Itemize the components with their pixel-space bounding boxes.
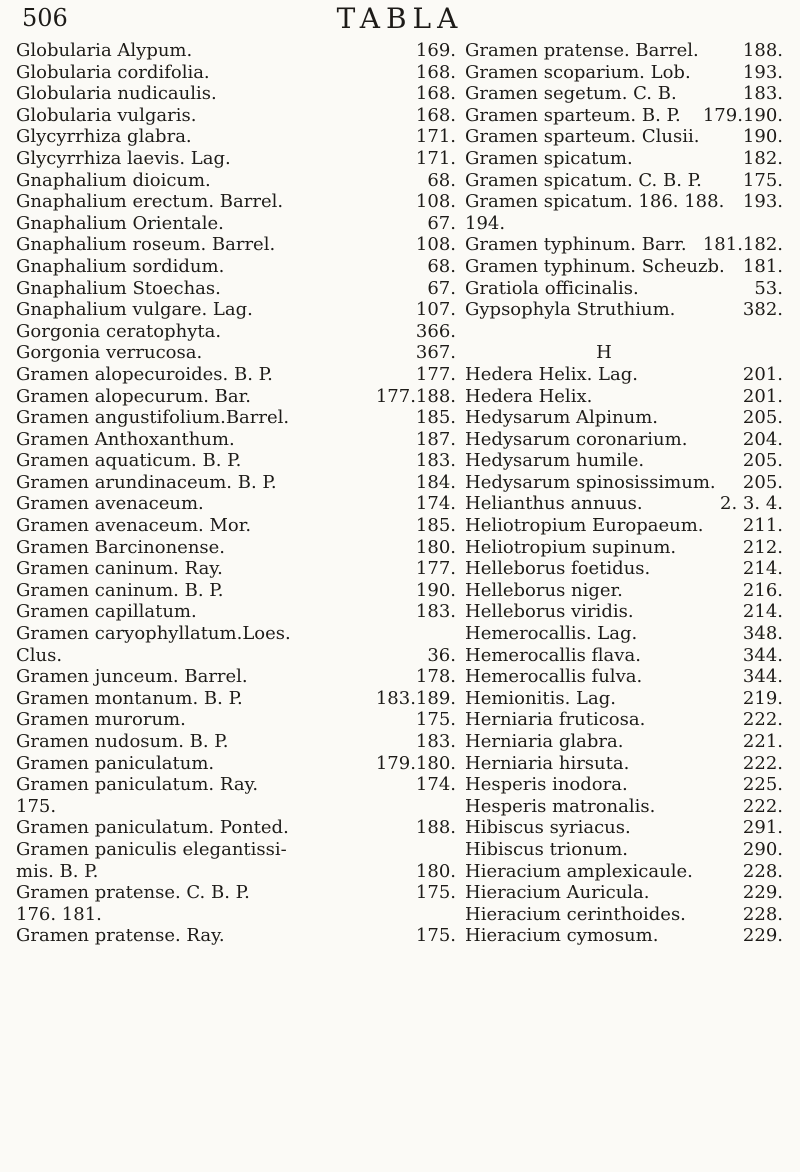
- entry-name: Hesperis inodora.: [465, 774, 628, 796]
- entry-name: Hemerocallis. Lag.: [465, 623, 638, 645]
- entry-name: Gramen typhinum. Barr.: [465, 234, 687, 256]
- entry-page: 367.: [415, 342, 456, 364]
- index-entry: [465, 817, 783, 839]
- entry-name: Gramen segetum. C. B.: [465, 83, 677, 105]
- entry-name: Hedysarum spinosissimum.: [465, 471, 716, 493]
- entry-name: Herniaria glabra.: [465, 731, 624, 752]
- entry-page: 67.: [427, 277, 456, 299]
- index-entry: [465, 861, 783, 883]
- index-entry: [16, 342, 456, 364]
- entry-name: Gramen spicatum.: [465, 147, 633, 169]
- entry-name: Hibiscus trionum.: [465, 838, 629, 860]
- entry-name: Gramen sparteum. Clusii.: [465, 126, 700, 148]
- index-entry: [16, 450, 456, 472]
- entry-page: 185.: [415, 515, 456, 537]
- entry-page: 228.: [742, 903, 783, 925]
- page-number: 506: [22, 4, 68, 32]
- entry-page: 179.190.: [702, 104, 783, 126]
- index-entry: [465, 234, 783, 256]
- entry-page: 181.182.: [702, 234, 783, 256]
- entry-page: 219.: [742, 687, 783, 709]
- entry-name: Gnaphalium vulgare. Lag.: [16, 299, 253, 321]
- entry-page: 181.: [742, 255, 783, 277]
- index-entry: [465, 364, 783, 386]
- index-entry: [465, 645, 783, 667]
- entry-page: 291.: [742, 817, 783, 839]
- entry-page: 216.: [742, 579, 783, 601]
- index-entry: [16, 278, 456, 300]
- entry-name: Gramen paniculis elegantissi-: [16, 838, 287, 860]
- index-entry: [16, 170, 456, 192]
- entry-name: Gramen sparteum. B. P.: [465, 104, 681, 126]
- entry-name: Gorgonia ceratophyta.: [16, 320, 222, 342]
- index-entry: [16, 688, 456, 710]
- entry-name: Gramen avenaceum. Mor.: [16, 515, 252, 537]
- index-entry: [16, 515, 456, 537]
- entry-name: Hieracium cymosum.: [465, 925, 659, 947]
- index-entry: [465, 558, 783, 580]
- entry-page: 180.: [415, 536, 456, 558]
- entry-name: Gnaphalium erectum. Barrel.: [16, 191, 284, 213]
- index-entry: [465, 515, 783, 537]
- index-entry: [465, 472, 783, 494]
- entry-name: Gramen caninum. B. P.: [16, 579, 224, 601]
- index-entry: [16, 796, 456, 818]
- index-entry: [465, 666, 783, 688]
- entry-page: 53.: [754, 277, 783, 299]
- entry-name: mis. B. P.: [16, 860, 99, 882]
- entry-page: 68.: [427, 169, 456, 191]
- entry-page: 366.: [415, 320, 456, 342]
- entry-page: 168.: [415, 61, 456, 83]
- index-left-column: [16, 40, 456, 947]
- entry-name: Gramen capillatum.: [16, 601, 197, 623]
- entry-name: Gramen pratense. Barrel.: [465, 40, 699, 61]
- entry-name: Globularia cordifolia.: [16, 61, 210, 83]
- entry-page: 348.: [742, 623, 783, 645]
- entry-name: Heliotropium Europaeum.: [465, 515, 704, 537]
- index-entry: [16, 386, 456, 408]
- entry-page: 183.189.: [375, 687, 456, 709]
- entry-page: 222.: [742, 709, 783, 731]
- index-entry: [465, 774, 783, 796]
- entry-name: Gramen spicatum. 186. 188.: [465, 191, 725, 213]
- index-entry: [16, 623, 456, 645]
- index-entry: [465, 925, 783, 947]
- entry-page: 179.180.: [375, 752, 456, 774]
- entry-page: 68.: [427, 255, 456, 277]
- entry-name: Gramen murorum.: [16, 709, 186, 731]
- index-entry: [16, 148, 456, 170]
- index-entry: [16, 601, 456, 623]
- entry-name: Gramen pratense. Ray.: [16, 925, 225, 947]
- entry-name: Gnaphalium roseum. Barrel.: [16, 234, 276, 256]
- entry-page: 108.: [415, 191, 456, 213]
- entry-page: 211.: [742, 515, 783, 537]
- entry-page: 229.: [742, 925, 783, 947]
- entry-name: Hieracium amplexicaule.: [465, 860, 693, 882]
- entry-name: Gnaphalium sordidum.: [16, 255, 225, 277]
- entry-name: Globularia Alypum.: [16, 40, 193, 61]
- entry-page: 175.: [742, 169, 783, 191]
- index-entry: [16, 558, 456, 580]
- entry-page: 175.: [415, 925, 456, 947]
- index-entry: [465, 213, 783, 235]
- index-entry: [465, 40, 783, 62]
- entry-page: 183.: [415, 731, 456, 752]
- entry-name: Hedera Helix.: [465, 385, 593, 407]
- entry-name: Gramen Barcinonense.: [16, 536, 226, 558]
- entry-name: Gramen arundinaceum. B. P.: [16, 471, 277, 493]
- running-head: TABLA: [336, 2, 464, 35]
- index-entry: [16, 753, 456, 775]
- index-entry: [16, 839, 456, 861]
- entry-name: Gramen paniculatum. Ray.: [16, 774, 259, 796]
- entry-page: 183.: [742, 83, 783, 105]
- index-entry: [465, 796, 783, 818]
- index-entry: [465, 709, 783, 731]
- index-entry: [465, 623, 783, 645]
- entry-name: Clus.: [16, 644, 63, 666]
- entry-name: Glycyrrhiza laevis. Lag.: [16, 147, 231, 169]
- index-entry: [16, 234, 456, 256]
- entry-name: Gnaphalium dioicum.: [16, 169, 211, 191]
- entry-name: Herniaria hirsuta.: [465, 752, 630, 774]
- entry-page: 174.: [415, 493, 456, 515]
- index-entry: [465, 278, 783, 300]
- index-entry: [16, 537, 456, 559]
- entry-page: 344.: [742, 666, 783, 688]
- entry-name: Gramen alopecuroides. B. P.: [16, 363, 273, 385]
- entry-name: Gramen spicatum. C. B. P.: [465, 169, 702, 191]
- entry-page: 182.: [742, 147, 783, 169]
- index-entry: [16, 861, 456, 883]
- entry-page: 177.: [415, 558, 456, 580]
- entry-name: Gramen montanum. B. P.: [16, 687, 243, 709]
- entry-page: 187.: [415, 428, 456, 450]
- index-entry: [16, 213, 456, 235]
- entry-page: 229.: [742, 882, 783, 904]
- index-entry: [16, 321, 456, 343]
- index-entry: [16, 256, 456, 278]
- entry-name: Gramen nudosum. B. P.: [16, 731, 229, 752]
- index-entry: [465, 601, 783, 623]
- entry-name: Hedysarum Alpinum.: [465, 407, 659, 429]
- entry-page: 67.: [427, 212, 456, 234]
- entry-page: 205.: [742, 471, 783, 493]
- entry-name: Helianthus annuus.: [465, 493, 643, 515]
- entry-name: Gramen angustifolium.Barrel.: [16, 407, 290, 429]
- entry-name: Gramen scoparium. Lob.: [465, 61, 691, 83]
- entry-name: Hedysarum humile.: [465, 450, 645, 472]
- entry-page: 214.: [742, 558, 783, 580]
- index-entry: [465, 882, 783, 904]
- entry-page: 174.: [415, 774, 456, 796]
- entry-page: 183.: [415, 450, 456, 472]
- entry-name: Gramen Anthoxanthum.: [16, 428, 235, 450]
- entry-page: 221.: [742, 731, 783, 752]
- entry-page: 204.: [742, 428, 783, 450]
- entry-page: 185.: [415, 407, 456, 429]
- index-entry: [465, 105, 783, 127]
- section-letter-h: H: [596, 342, 612, 364]
- entry-name: 176. 181.: [16, 903, 102, 925]
- entry-name: Globularia nudicaulis.: [16, 83, 217, 105]
- index-entry: [16, 817, 456, 839]
- entry-page: 190.: [742, 126, 783, 148]
- index-entry: [465, 170, 783, 192]
- entry-page: 193.: [742, 61, 783, 83]
- entry-page: 382.: [742, 299, 783, 321]
- index-entry: [465, 191, 783, 213]
- entry-name: Gramen caninum. Ray.: [16, 558, 223, 580]
- index-entry: [465, 753, 783, 775]
- entry-name: Hemionitis. Lag.: [465, 687, 616, 709]
- index-entry: [16, 105, 456, 127]
- entry-name: Hedysarum coronarium.: [465, 428, 688, 450]
- entry-page: 177.188.: [375, 385, 456, 407]
- entry-name: Hemerocallis fulva.: [465, 666, 643, 688]
- entry-name: Hieracium Auricula.: [465, 882, 650, 904]
- entry-page: 201.: [742, 363, 783, 385]
- entry-name: Hesperis matronalis.: [465, 795, 656, 817]
- entry-page: 193.: [742, 191, 783, 213]
- entry-page: 212.: [742, 536, 783, 558]
- index-entry: [16, 666, 456, 688]
- index-entry: [16, 40, 456, 62]
- index-entry: [16, 731, 456, 753]
- entry-page: 205.: [742, 450, 783, 472]
- entry-name: Gorgonia verrucosa.: [16, 342, 203, 364]
- index-right-column: [465, 40, 783, 947]
- index-entry: [465, 904, 783, 926]
- index-entry: [465, 386, 783, 408]
- index-entry: [16, 493, 456, 515]
- index-entry: [465, 62, 783, 84]
- index-entry: [16, 882, 456, 904]
- entry-page: 290.: [742, 838, 783, 860]
- entry-page: 107.: [415, 299, 456, 321]
- entry-page: 344.: [742, 644, 783, 666]
- index-entry: [16, 191, 456, 213]
- index-entry: [16, 904, 456, 926]
- index-entry: [465, 493, 783, 515]
- entry-name: Hibiscus syriacus.: [465, 817, 631, 839]
- index-entry: [16, 925, 456, 947]
- entry-name: Gramen avenaceum.: [16, 493, 204, 515]
- entry-page: 169.: [415, 40, 456, 61]
- entry-name: Gnaphalium Orientale.: [16, 212, 224, 234]
- entry-page: 180.: [415, 860, 456, 882]
- index-entry: [465, 126, 783, 148]
- index-entry: [465, 407, 783, 429]
- index-entry: [16, 62, 456, 84]
- entry-name: 194.: [465, 212, 506, 234]
- entry-name: Helleborus foetidus.: [465, 558, 651, 580]
- entry-page: 222.: [742, 795, 783, 817]
- index-entry: [465, 148, 783, 170]
- entry-name: Hemerocallis flava.: [465, 644, 641, 666]
- entry-name: Gypsophyla Struthium.: [465, 299, 676, 321]
- entry-page: 228.: [742, 860, 783, 882]
- entry-page: 183.: [415, 601, 456, 623]
- index-entry: [16, 407, 456, 429]
- entry-page: 184.: [415, 471, 456, 493]
- entry-name: Hieracium cerinthoides.: [465, 903, 686, 925]
- entry-name: Glycyrrhiza glabra.: [16, 126, 192, 148]
- entry-name: Hedera Helix. Lag.: [465, 363, 638, 385]
- index-entry: [16, 299, 456, 321]
- entry-name: Helleborus niger.: [465, 579, 623, 601]
- index-entry: [16, 709, 456, 731]
- entry-page: 171.: [415, 126, 456, 148]
- entry-page: 188.: [742, 40, 783, 61]
- entry-page: 214.: [742, 601, 783, 623]
- index-entry: [465, 839, 783, 861]
- entry-page: 2. 3. 4.: [720, 493, 783, 515]
- index-entry: [16, 472, 456, 494]
- index-entry: [465, 450, 783, 472]
- entry-page: 171.: [415, 147, 456, 169]
- index-entry: [465, 688, 783, 710]
- entry-page: 168.: [415, 104, 456, 126]
- index-entry: [465, 256, 783, 278]
- entry-name: Globularia vulgaris.: [16, 104, 197, 126]
- entry-name: Gramen caryophyllatum.Loes.: [16, 623, 291, 645]
- entry-page: 177.: [415, 363, 456, 385]
- entry-page: 190.: [415, 579, 456, 601]
- entry-page: 178.: [415, 666, 456, 688]
- entry-page: 225.: [742, 774, 783, 796]
- index-entry: [465, 299, 783, 321]
- index-entry: [465, 580, 783, 602]
- entry-name: Gramen pratense. C. B. P.: [16, 882, 250, 904]
- index-entry: [16, 83, 456, 105]
- entry-name: Gnaphalium Stoechas.: [16, 277, 221, 299]
- index-entry: [465, 83, 783, 105]
- entry-page: 175.: [415, 882, 456, 904]
- entry-page: 108.: [415, 234, 456, 256]
- index-entry: [16, 126, 456, 148]
- entry-name: Helleborus viridis.: [465, 601, 634, 623]
- index-entry: [16, 774, 456, 796]
- index-entry: [465, 537, 783, 559]
- index-entry: [465, 429, 783, 451]
- index-entry: [465, 731, 783, 753]
- entry-name: Gramen aquaticum. B. P.: [16, 450, 242, 472]
- entry-page: 175.: [415, 709, 456, 731]
- entry-page: 188.: [415, 817, 456, 839]
- index-entry: [16, 429, 456, 451]
- entry-page: 201.: [742, 385, 783, 407]
- entry-name: Gramen paniculatum.: [16, 752, 215, 774]
- entry-name: Heliotropium supinum.: [465, 536, 677, 558]
- section-gap: [465, 321, 783, 343]
- entry-name: Gratiola officinalis.: [465, 277, 639, 299]
- entry-page: 222.: [742, 752, 783, 774]
- index-entry: [16, 580, 456, 602]
- index-entry: [16, 364, 456, 386]
- entry-page: 168.: [415, 83, 456, 105]
- entry-name: 175.: [16, 795, 57, 817]
- index-entry: [16, 645, 456, 667]
- entry-name: Gramen paniculatum. Ponted.: [16, 817, 289, 839]
- entry-page: 36.: [427, 644, 456, 666]
- entry-name: Gramen typhinum. Scheuzb.: [465, 255, 725, 277]
- entry-name: Gramen alopecurum. Bar.: [16, 385, 251, 407]
- entry-name: Gramen junceum. Barrel.: [16, 666, 248, 688]
- entry-name: Herniaria fruticosa.: [465, 709, 646, 731]
- entry-page: 205.: [742, 407, 783, 429]
